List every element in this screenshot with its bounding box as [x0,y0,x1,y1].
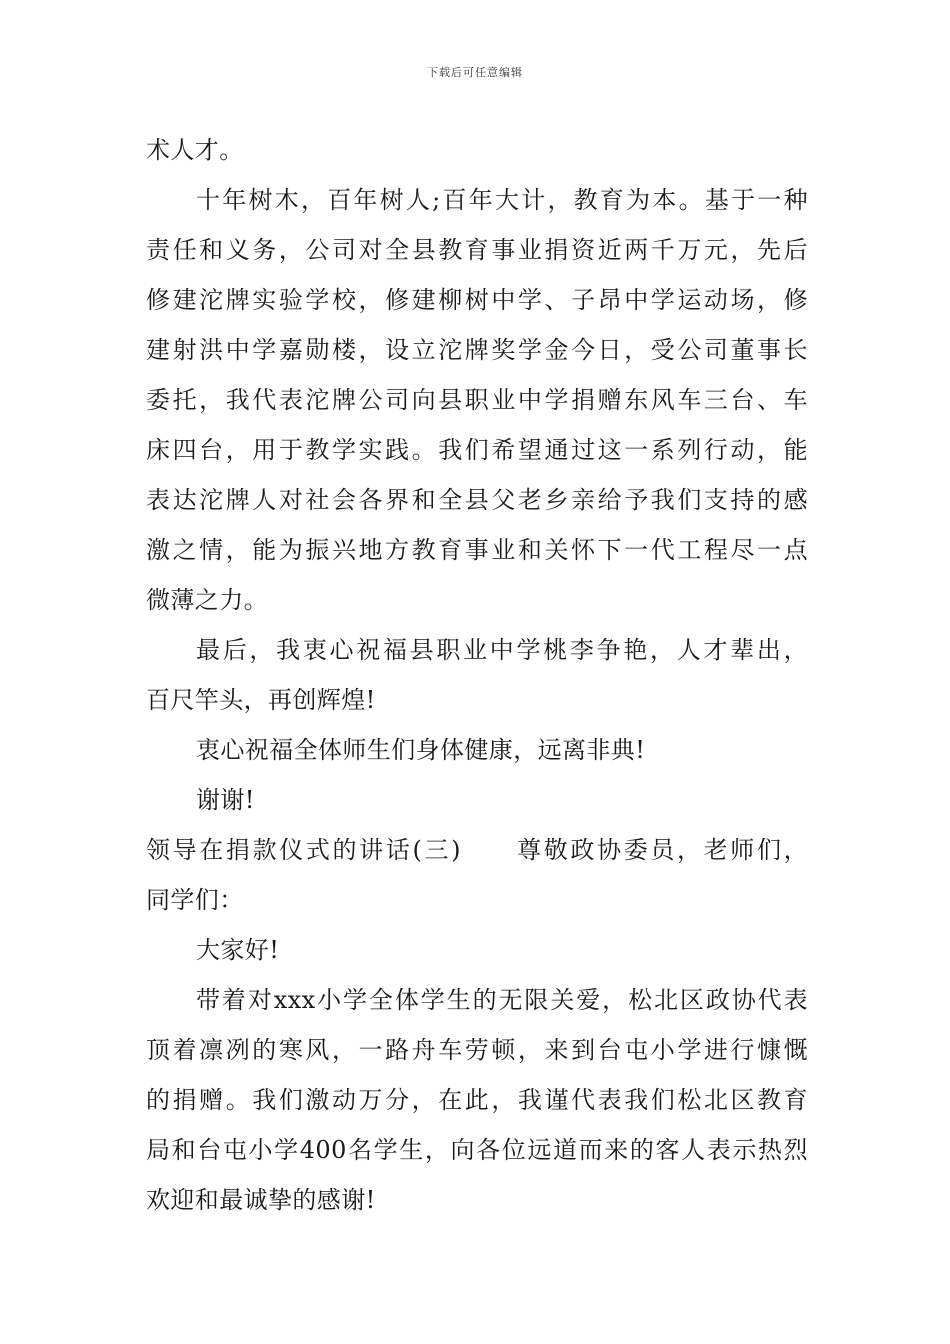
text-line: 十年树木，百年树人;百年大计，教育为本。基于一种 [196,186,808,214]
text-line: 委托，我代表沱牌公司向县职业中学捐赠东风车三台、车 [146,386,808,414]
text-line: 带着对xxx小学全体学生的无限关爱，松北区政协代表 [196,986,808,1014]
text-line: 的捐赠。我们激动万分，在此，我谨代表我们松北区教育 [146,1086,808,1114]
text-line: 衷心祝福全体师生们身体健康，远离非典! [196,736,646,764]
text-line: 表达沱牌人对社会各界和全县父老乡亲给予我们支持的感 [146,486,808,514]
text-line: 局和台屯小学400名学生，向各位远道而来的客人表示热烈 [146,1136,808,1164]
text-line: 建射洪中学嘉勋楼，设立沱牌奖学金今日，受公司董事长 [146,336,808,364]
text-line: 大家好! [196,936,280,964]
section-heading-line [146,825,808,875]
text-line: 同学们： [146,886,244,914]
text-line: 责任和义务，公司对全县教育事业捐资近两千万元，先后 [146,236,808,264]
text-line: 谢谢! [196,786,255,814]
page-header-note: 下载后可任意编辑 [427,66,523,79]
text-line: 欢迎和最诚挚的感谢! [146,1186,376,1214]
salutation-text: 尊敬政协委员，老师们， [514,836,808,864]
text-line: 百尺竿头，再创辉煌! [146,686,376,714]
text-line: 床四台，用于教学实践。我们希望通过这一系列行动，能 [146,436,808,464]
text-line: 最后，我衷心祝福县职业中学桃李争艳，人才辈出， [196,636,808,664]
text-line: 激之情，能为振兴地方教育事业和关怀下一代工程尽一点 [146,536,808,564]
document-body [146,125,808,1225]
section-heading: 领导在捐款仪式的讲话(三) [146,836,461,864]
text-line: 微薄之力。 [146,586,268,614]
text-line: 修建沱牌实验学校，修建柳树中学、子昂中学运动场，修 [146,286,808,314]
text-line: 术人才。 [146,136,244,164]
text-line: 顶着凛冽的寒风，一路舟车劳顿，来到台屯小学进行慷慨 [146,1036,808,1064]
